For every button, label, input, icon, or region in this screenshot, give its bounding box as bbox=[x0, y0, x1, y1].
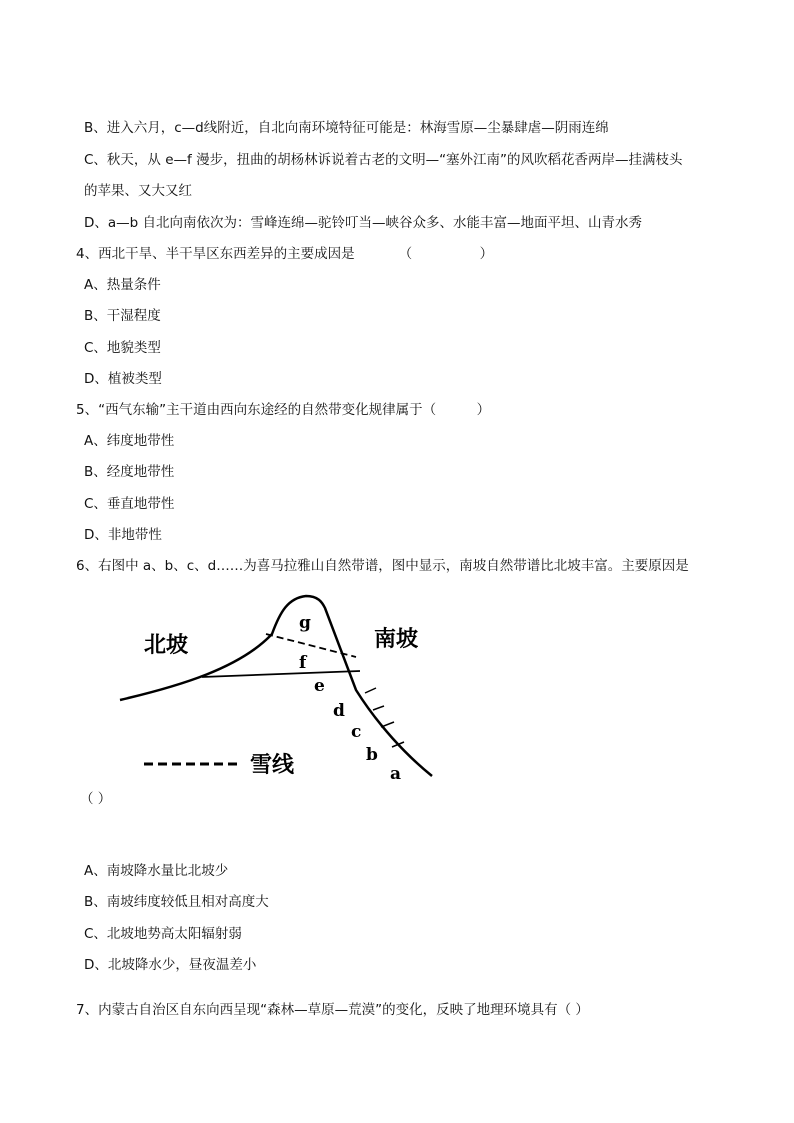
snowline-label: 雪线 bbox=[250, 752, 295, 778]
north-slope-outline bbox=[120, 596, 432, 776]
belt-label-e: e bbox=[314, 676, 325, 696]
q3-option-c-line1: C、秋天，从 e—f 漫步，扭曲的胡杨林诉说着古老的文明—“塞外江南”的风吹稻花香两岸—挂满枝头 bbox=[84, 152, 683, 168]
q5-stem: 5、“西气东输”主干道由西向东途经的自然带变化规律属于（ ） bbox=[76, 402, 491, 418]
himalaya-belt-diagram bbox=[110, 590, 440, 782]
north-slope-label: 北坡 bbox=[144, 632, 189, 658]
himalaya-belt-svg bbox=[110, 590, 440, 782]
q4-answer-paren: （ ） bbox=[398, 246, 494, 262]
south-slope-label: 南坡 bbox=[374, 626, 419, 652]
q6-option-a: A、南坡降水量比北坡少 bbox=[84, 863, 229, 879]
q4-option-d: D、植被类型 bbox=[84, 371, 162, 387]
belt-label-f: f bbox=[299, 653, 307, 673]
belt-label-a: a bbox=[390, 764, 402, 782]
q6-option-b: B、南坡纬度较低且相对高度大 bbox=[84, 894, 269, 910]
belt-label-g: g bbox=[299, 613, 311, 633]
q5-option-a: A、纬度地带性 bbox=[84, 433, 175, 449]
snowline-boundary bbox=[266, 634, 356, 657]
q5-option-c: C、垂直地带性 bbox=[84, 496, 175, 512]
belt-label-b: b bbox=[366, 745, 378, 765]
belt-label-c: c bbox=[351, 722, 362, 742]
q6-stem: 6、右图中 a、b、c、d……为喜马拉雅山自然带谱，图中显示，南坡自然带谱比北坡丰富。主要原因是 bbox=[76, 558, 689, 574]
belt-label-d: d bbox=[333, 701, 345, 721]
q7-stem: 7、内蒙古自治区自东向西呈现“森林—草原—荒漠”的变化，反映了地理环境具有（ ） bbox=[76, 1002, 589, 1018]
q3-option-c-line2: 的苹果、又大又红 bbox=[84, 183, 192, 199]
q6-answer-paren: （ ） bbox=[80, 791, 112, 807]
q4-stem bbox=[76, 245, 493, 263]
q4-stem-text: 4、西北干旱、半干旱区东西差异的主要成因是 bbox=[76, 246, 355, 262]
q6-option-d: D、北坡降水少，昼夜温差小 bbox=[84, 957, 257, 973]
f-lower-boundary bbox=[202, 671, 360, 677]
q3-option-b: B、进入六月，c—d线附近，自北向南环境特征可能是：林海雪原—尘暴肆虐—阴雨连绵 bbox=[84, 120, 609, 136]
q4-option-a: A、热量条件 bbox=[84, 277, 161, 293]
q4-option-c: C、地貌类型 bbox=[84, 340, 161, 356]
belt-tick-b bbox=[381, 722, 394, 727]
q5-option-b: B、经度地带性 bbox=[84, 464, 175, 480]
q3-option-d: D、a—b 自北向南依次为：雪峰连绵—驼铃叮当—峡谷众多、水能丰富—地面平坦、山青水秀 bbox=[84, 215, 643, 231]
belt-tick-c bbox=[373, 706, 384, 710]
belt-tick-d bbox=[365, 688, 376, 693]
q5-option-d: D、非地带性 bbox=[84, 527, 162, 543]
q6-option-c: C、北坡地势高太阳辐射弱 bbox=[84, 926, 242, 942]
q4-option-b: B、干湿程度 bbox=[84, 308, 161, 324]
